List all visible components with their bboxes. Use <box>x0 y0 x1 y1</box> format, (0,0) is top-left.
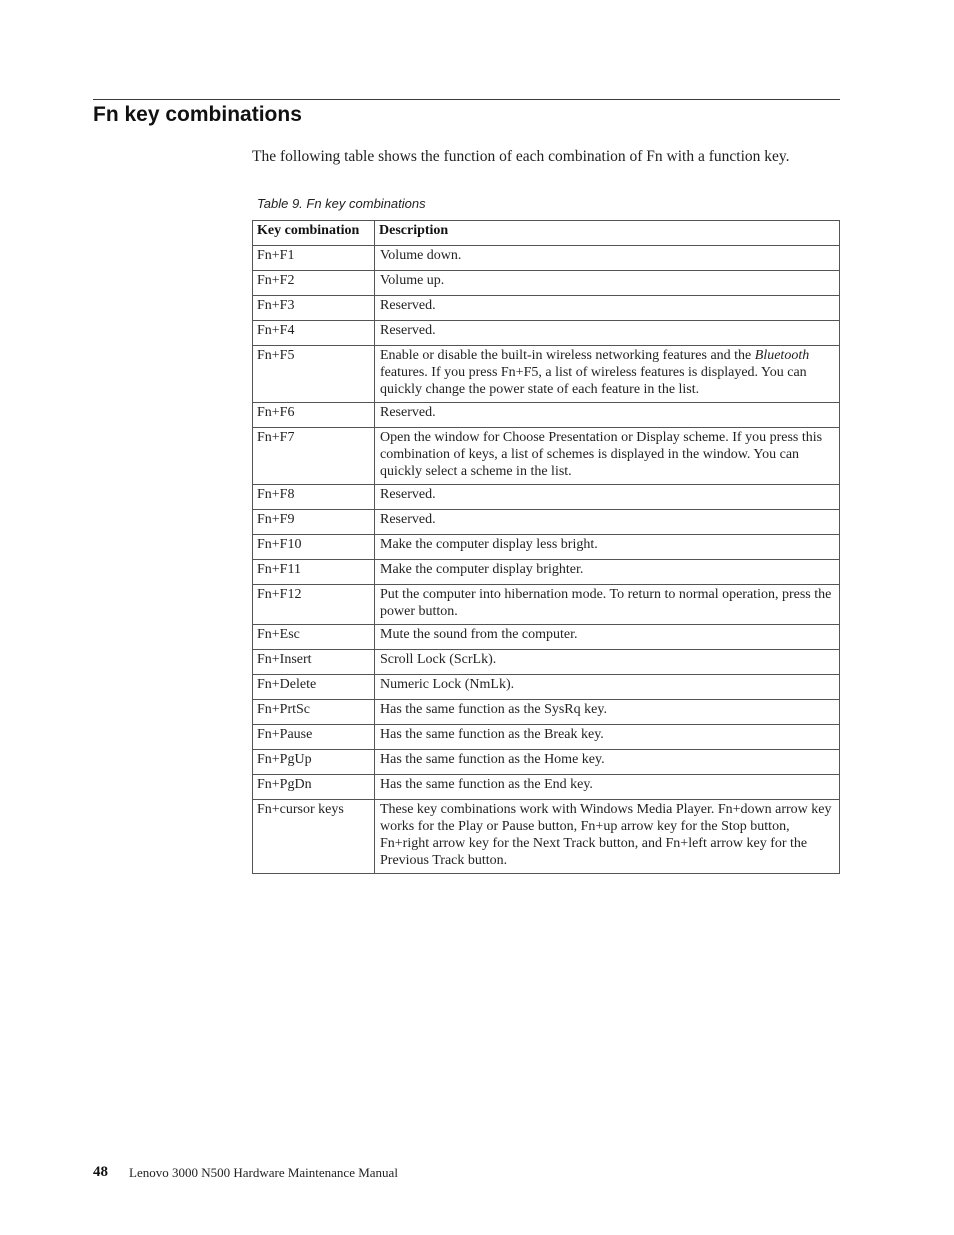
description-cell: These key combinations work with Windows Media Player. Fn+down arrow key works for the Play or Pause button, Fn+up arrow key for the Stop button, Fn+right arrow key for the Next Track button, and Fn+left arrow key for the Previous Track button. <box>375 800 840 874</box>
key-cell: Fn+Pause <box>253 725 375 750</box>
table-row <box>253 510 840 535</box>
section-title: Fn key combinations <box>93 103 302 126</box>
description-cell: Numeric Lock (NmLk). <box>375 675 840 700</box>
key-cell: Fn+F5 <box>253 346 375 403</box>
table-row <box>253 675 840 700</box>
key-cell: Fn+F4 <box>253 321 375 346</box>
table-row <box>253 485 840 510</box>
description-text: Enable or disable the built-in wireless networking features and the <box>380 348 755 363</box>
manual-title: Lenovo 3000 N500 Hardware Maintenance Manual <box>129 1165 398 1180</box>
table-row <box>253 585 840 625</box>
table-row <box>253 296 840 321</box>
key-cell: Fn+F8 <box>253 485 375 510</box>
description-cell <box>375 346 840 403</box>
table-row <box>253 800 840 874</box>
key-cell: Fn+F10 <box>253 535 375 560</box>
key-cell: Fn+Insert <box>253 650 375 675</box>
key-cell: Fn+PrtSc <box>253 700 375 725</box>
key-cell: Fn+F12 <box>253 585 375 625</box>
table-row <box>253 428 840 485</box>
description-cell: Volume up. <box>375 271 840 296</box>
key-cell: Fn+PgDn <box>253 775 375 800</box>
description-cell: Reserved. <box>375 296 840 321</box>
description-cell: Reserved. <box>375 321 840 346</box>
key-cell: Fn+PgUp <box>253 750 375 775</box>
description-cell: Mute the sound from the computer. <box>375 625 840 650</box>
key-cell: Fn+F3 <box>253 296 375 321</box>
description-cell: Put the computer into hibernation mode. To return to normal operation, press the power button. <box>375 585 840 625</box>
description-cell: Make the computer display brighter. <box>375 560 840 585</box>
table-row <box>253 750 840 775</box>
key-cell: Fn+Esc <box>253 625 375 650</box>
description-text: features. If you press Fn+F5, a list of wireless features is displayed. You can quickly change the power state of each feature in the list. <box>380 365 807 397</box>
description-cell: Has the same function as the End key. <box>375 775 840 800</box>
bluetooth-term: Bluetooth <box>754 348 810 363</box>
table-header-row <box>253 221 840 246</box>
description-cell: Has the same function as the SysRq key. <box>375 700 840 725</box>
table-row <box>253 246 840 271</box>
description-cell: Reserved. <box>375 485 840 510</box>
table-row <box>253 775 840 800</box>
table-row <box>253 271 840 296</box>
description-cell: Reserved. <box>375 510 840 535</box>
key-cell: Fn+F2 <box>253 271 375 296</box>
key-cell: Fn+F9 <box>253 510 375 535</box>
table-row <box>253 560 840 585</box>
table-row <box>253 346 840 403</box>
description-cell: Has the same function as the Home key. <box>375 750 840 775</box>
table-caption: Table 9. Fn key combinations <box>257 196 426 211</box>
key-cell: Fn+F6 <box>253 403 375 428</box>
intro-paragraph: The following table shows the function of each combination of Fn with a function key. <box>252 148 790 165</box>
header-description: Description <box>375 221 840 246</box>
key-cell: Fn+F1 <box>253 246 375 271</box>
key-cell: Fn+cursor keys <box>253 800 375 874</box>
description-cell: Make the computer display less bright. <box>375 535 840 560</box>
key-cell: Fn+F11 <box>253 560 375 585</box>
table-row <box>253 535 840 560</box>
table-row <box>253 725 840 750</box>
page-number: 48 <box>93 1164 108 1180</box>
header-key-combination: Key combination <box>253 221 375 246</box>
description-cell: Reserved. <box>375 403 840 428</box>
description-cell: Open the window for Choose Presentation or Display scheme. If you press this combination of keys, a list of schemes is displayed in the window. You can quickly select a scheme in the list. <box>375 428 840 485</box>
table-row <box>253 700 840 725</box>
description-cell: Volume down. <box>375 246 840 271</box>
section-rule <box>93 99 840 100</box>
table-row <box>253 403 840 428</box>
description-cell: Scroll Lock (ScrLk). <box>375 650 840 675</box>
description-cell: Has the same function as the Break key. <box>375 725 840 750</box>
table-row <box>253 321 840 346</box>
key-cell: Fn+F7 <box>253 428 375 485</box>
table-row <box>253 650 840 675</box>
table-row <box>253 625 840 650</box>
key-cell: Fn+Delete <box>253 675 375 700</box>
fn-key-table <box>252 220 840 874</box>
